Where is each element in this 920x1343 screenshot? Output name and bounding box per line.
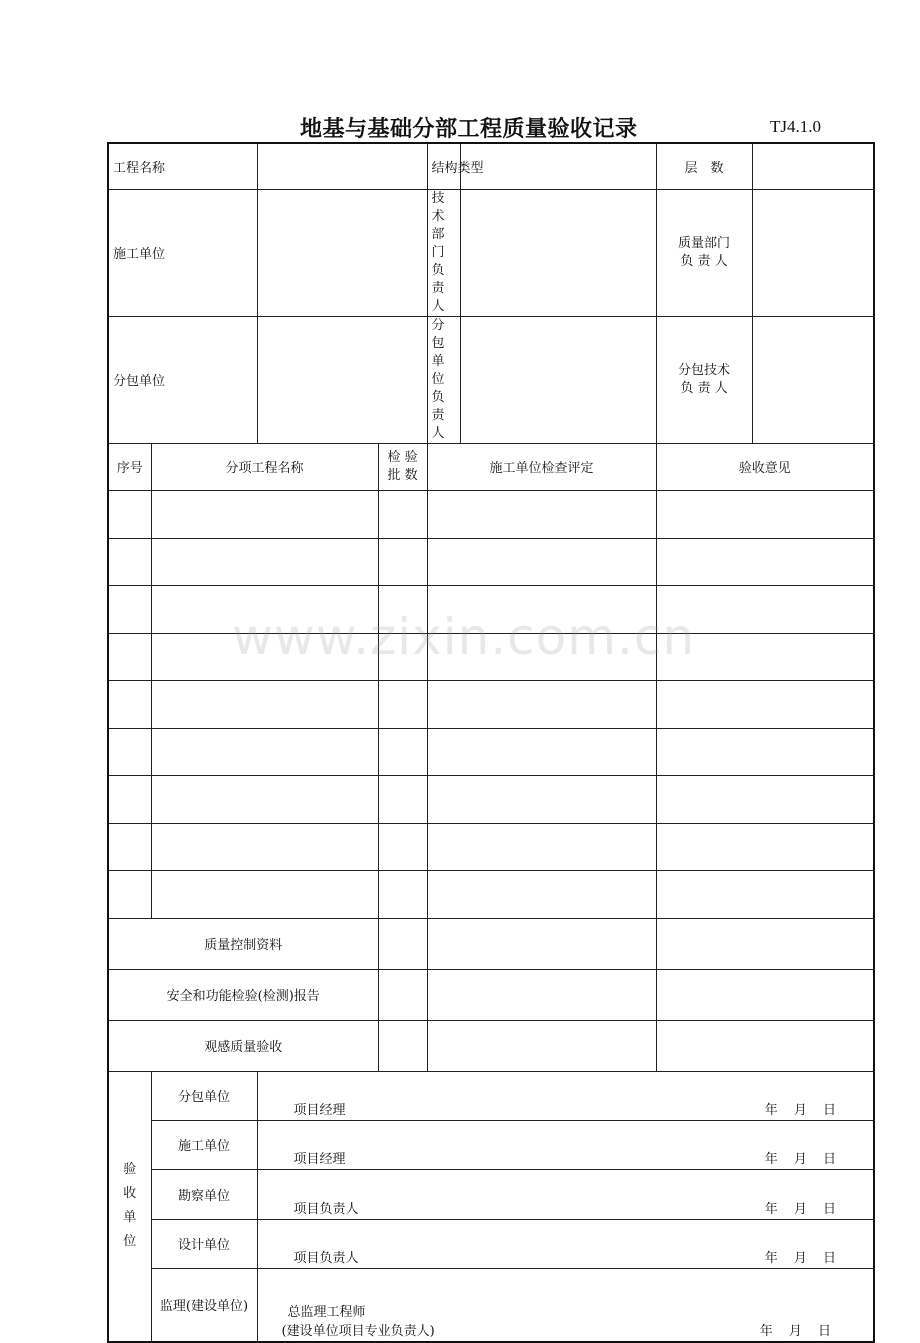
eval-cell[interactable] xyxy=(427,728,656,775)
tech-dept-label: 技术部门 负 责 人 xyxy=(427,189,460,316)
col-batch-header: 检 验 批 数 xyxy=(378,443,427,490)
sub-tech-label: 分包技术 负 责 人 xyxy=(656,316,752,443)
date-label: 年 月 日 xyxy=(764,1250,837,1266)
eval-cell[interactable] xyxy=(427,823,656,870)
date-label: 年 月 日 xyxy=(764,1151,837,1167)
table-row xyxy=(108,585,874,633)
eval-cell[interactable] xyxy=(427,870,656,918)
header-row-project xyxy=(108,143,874,189)
batch-cell[interactable] xyxy=(378,680,427,728)
quality-dept-field[interactable] xyxy=(752,189,874,316)
table-row xyxy=(108,538,874,585)
item-name-cell[interactable] xyxy=(151,775,378,823)
item-name-cell[interactable] xyxy=(151,680,378,728)
chief-supervisor-label: 总监理工程师 xyxy=(287,1304,366,1320)
eval-cell[interactable] xyxy=(427,585,656,633)
no-cell[interactable] xyxy=(108,633,151,680)
batch-cell[interactable] xyxy=(378,538,427,585)
contractor-label: 施工单位 xyxy=(108,189,257,316)
table-row xyxy=(108,870,874,918)
acceptance-row-contractor xyxy=(108,1120,874,1169)
batch-cell[interactable] xyxy=(378,823,427,870)
opinion-cell[interactable] xyxy=(656,918,874,969)
signer-label: 项目负责人 xyxy=(293,1201,359,1217)
project-name-label: 工程名称 xyxy=(108,143,257,189)
batch-cell[interactable] xyxy=(378,585,427,633)
eval-cell[interactable] xyxy=(427,490,656,538)
table-row xyxy=(108,823,874,870)
project-name-field[interactable] xyxy=(257,143,427,189)
watermark: www.zixin.com.cn xyxy=(232,608,696,666)
item-name-cell[interactable] xyxy=(151,585,378,633)
batch-cell[interactable] xyxy=(378,1020,427,1071)
column-header-row xyxy=(108,443,874,490)
sub-unit-field[interactable] xyxy=(460,316,656,443)
no-cell[interactable] xyxy=(108,490,151,538)
no-cell[interactable] xyxy=(108,585,151,633)
item-name-cell[interactable] xyxy=(151,538,378,585)
col-item-name-header: 分项工程名称 xyxy=(151,443,378,490)
col-contractor-eval-header: 施工单位检查评定 xyxy=(427,443,656,490)
no-cell[interactable] xyxy=(108,775,151,823)
acceptance-row-subcontractor xyxy=(108,1071,874,1120)
opinion-cell[interactable] xyxy=(656,775,874,823)
signer-label: 项目负责人 xyxy=(293,1250,359,1266)
acceptance-record-table xyxy=(107,142,875,1343)
opinion-cell[interactable] xyxy=(656,728,874,775)
quality-dept-label: 质量部门 负 责 人 xyxy=(656,189,752,316)
subcontractor-label: 分包单位 xyxy=(108,316,257,443)
batch-cell[interactable] xyxy=(378,490,427,538)
opinion-cell[interactable] xyxy=(656,969,874,1020)
sub-unit-label: 分包单位 负 责 人 xyxy=(427,316,460,443)
no-cell[interactable] xyxy=(108,823,151,870)
no-cell[interactable] xyxy=(108,538,151,585)
item-name-cell[interactable] xyxy=(151,870,378,918)
item-name-cell[interactable] xyxy=(151,490,378,538)
eval-cell[interactable] xyxy=(427,1020,656,1071)
summary-row-safety-function xyxy=(108,969,874,1020)
eval-cell[interactable] xyxy=(427,969,656,1020)
floors-label: 层 数 xyxy=(656,143,752,189)
batch-cell[interactable] xyxy=(378,728,427,775)
eval-cell[interactable] xyxy=(427,775,656,823)
acceptance-unit-label: 监理(建设单位) xyxy=(151,1268,257,1342)
date-label: 年 月 日 xyxy=(764,1102,837,1118)
acceptance-unit-label: 设计单位 xyxy=(151,1219,257,1268)
eval-cell[interactable] xyxy=(427,633,656,680)
opinion-cell[interactable] xyxy=(656,633,874,680)
eval-cell[interactable] xyxy=(427,538,656,585)
batch-cell[interactable] xyxy=(378,633,427,680)
no-cell[interactable] xyxy=(108,870,151,918)
summary-row-quality-control xyxy=(108,918,874,969)
table-row xyxy=(108,490,874,538)
owner-representative-label: (建设单位项目专业负责人) xyxy=(281,1324,435,1339)
form-code: TJ4.1.0 xyxy=(770,117,821,136)
acceptance-unit-label: 施工单位 xyxy=(151,1120,257,1169)
eval-cell[interactable] xyxy=(427,918,656,969)
table-row xyxy=(108,728,874,775)
col-no-header: 序号 xyxy=(108,443,151,490)
opinion-cell[interactable] xyxy=(656,870,874,918)
date-label: 年 月 日 xyxy=(759,1324,832,1339)
opinion-cell[interactable] xyxy=(656,1020,874,1071)
acceptance-units-label: 验 收 单 位 xyxy=(108,1071,151,1342)
signature-cell[interactable] xyxy=(257,1219,874,1268)
eval-cell[interactable] xyxy=(427,680,656,728)
floors-field[interactable] xyxy=(752,143,874,189)
sub-tech-field[interactable] xyxy=(752,316,874,443)
opinion-cell[interactable] xyxy=(656,823,874,870)
header-row-subcontractor xyxy=(108,316,874,443)
table-row xyxy=(108,775,874,823)
quality-control-docs-label: 质量控制资料 xyxy=(108,918,378,969)
acceptance-row-supervision xyxy=(108,1268,874,1342)
acceptance-unit-label: 勘察单位 xyxy=(151,1169,257,1219)
acceptance-unit-label: 分包单位 xyxy=(151,1071,257,1120)
col-acceptance-opinion-header: 验收意见 xyxy=(656,443,874,490)
contractor-field[interactable] xyxy=(257,189,427,316)
signer-label: 项目经理 xyxy=(293,1102,346,1118)
item-name-cell[interactable] xyxy=(151,728,378,775)
table-row xyxy=(108,680,874,728)
batch-cell[interactable] xyxy=(378,918,427,969)
signature-cell[interactable] xyxy=(257,1071,874,1120)
signature-cell[interactable] xyxy=(257,1268,874,1342)
summary-row-appearance xyxy=(108,1020,874,1071)
signer-label: 项目经理 xyxy=(293,1151,346,1167)
batch-cell[interactable] xyxy=(378,775,427,823)
structure-type-label: 结构类型 xyxy=(427,143,460,189)
item-name-cell[interactable] xyxy=(151,633,378,680)
acceptance-row-design xyxy=(108,1219,874,1268)
header-row-contractor xyxy=(108,189,874,316)
opinion-cell[interactable] xyxy=(656,680,874,728)
signature-cell[interactable] xyxy=(257,1169,874,1219)
date-label: 年 月 日 xyxy=(764,1201,837,1217)
item-name-cell[interactable] xyxy=(151,823,378,870)
signature-cell[interactable] xyxy=(257,1120,874,1169)
batch-cell[interactable] xyxy=(378,969,427,1020)
tech-dept-field[interactable] xyxy=(460,189,656,316)
opinion-cell[interactable] xyxy=(656,490,874,538)
opinion-cell[interactable] xyxy=(656,585,874,633)
appearance-acceptance-label: 观感质量验收 xyxy=(108,1020,378,1071)
opinion-cell[interactable] xyxy=(656,538,874,585)
subcontractor-field[interactable] xyxy=(257,316,427,443)
batch-cell[interactable] xyxy=(378,870,427,918)
acceptance-row-survey xyxy=(108,1169,874,1219)
no-cell[interactable] xyxy=(108,728,151,775)
structure-type-field[interactable] xyxy=(460,143,656,189)
document-title: 地基与基础分部工程质量验收记录 xyxy=(300,117,638,142)
safety-function-report-label: 安全和功能检验(检测)报告 xyxy=(108,969,378,1020)
table-row xyxy=(108,633,874,680)
no-cell[interactable] xyxy=(108,680,151,728)
